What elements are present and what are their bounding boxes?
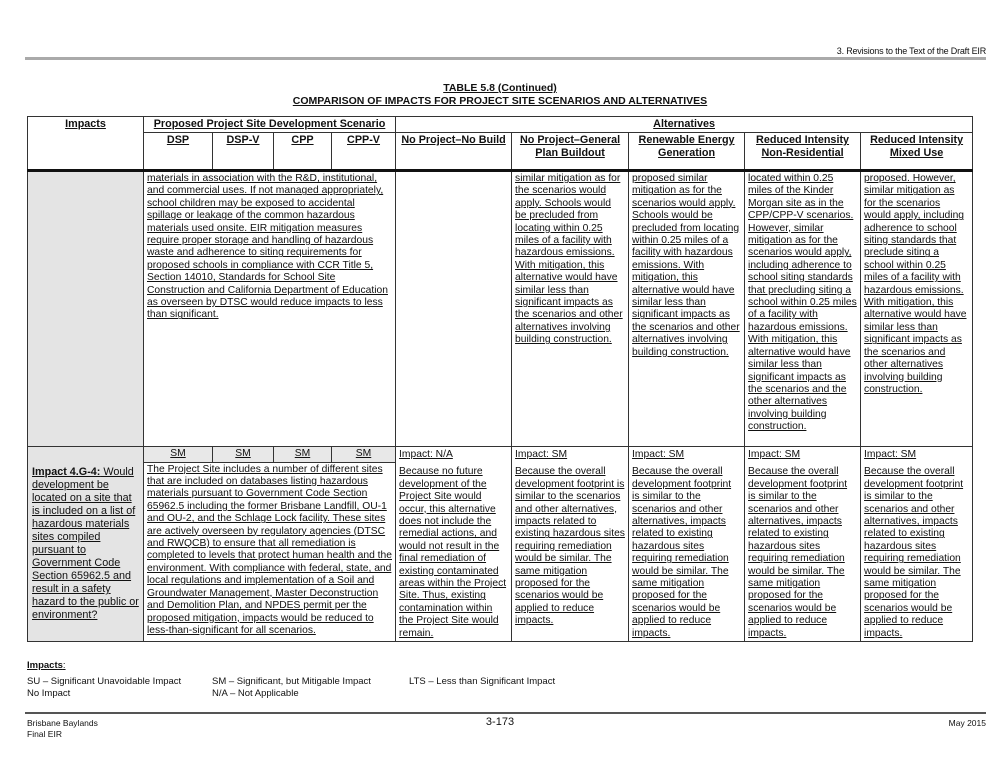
legend-row-2 (27, 688, 555, 700)
table-title-line1: TABLE 5.8 (Continued) (443, 82, 557, 94)
legend-title-text: Impacts (27, 660, 63, 671)
table-title-line2: COMPARISON OF IMPACTS FOR PROJECT SITE SCENARIOS AND ALTERNATIVES (292, 95, 708, 107)
col-header-ri-mixed (861, 133, 973, 171)
impact-question: Would development be located on a site that is included on a list of hazardous materials sites compiled pursuant to Government Code Section 65962.5 and result in a safety hazard to the public or environment? (32, 466, 139, 622)
impacts-legend (27, 660, 555, 700)
ri-mixed-text: Because the overall development footprint is similar to the scenarios and other alternatives, impacts related to existing hazardous sites requiring remediation would be similar. The same mitigation proposed for the scenarios would be applied to reduce impacts. (864, 466, 964, 639)
general-plan-text: similar mitigation as for the scenarios would apply. Schools would be precluded from locating within 0.25 miles of a facility with hazardous emissions. With mitigation, this alternative would have similar less than significant impacts as the scenarios and other alternatives involving building construction. (515, 173, 623, 346)
running-head: 3. Revisions to the Text of the Draft EIR (836, 46, 986, 56)
col-header-renewable (629, 133, 745, 171)
footer-project: Brisbane Baylands (27, 718, 98, 728)
renewable-cell-continued (629, 171, 745, 447)
no-build-cell-4g4 (396, 447, 512, 642)
impact-cell-continued (28, 171, 144, 447)
legend-lts: LTS – Less than Significant Impact (409, 676, 556, 687)
general-plan-cell-4g4 (512, 447, 629, 642)
col-header-impacts: Impacts (28, 117, 144, 171)
group-header-proposed: Proposed Project Site Development Scenario (144, 117, 396, 133)
col-header-ri-mixed-line1: Reduced Intensity (870, 134, 964, 146)
renewable-impact-rating: Impact: SM (632, 449, 685, 460)
no-build-cell-continued (396, 171, 512, 447)
col-header-general-plan-line2: Plan Buildout (535, 147, 605, 159)
col-header-ri-mixed-line2: Mixed Use (889, 147, 944, 159)
no-build-impact-rating: Impact: N/A (399, 449, 453, 460)
header-rule (25, 57, 986, 60)
col-header-no-build: No Project–No Build (396, 133, 512, 171)
col-header-general-plan-line1: No Project–General (519, 134, 621, 146)
impact-cell-4g4 (28, 447, 144, 642)
legend-su: SU – Significant Unavoidable Impact (27, 676, 182, 687)
col-header-ri-nonres (745, 133, 861, 171)
table-row-continued (28, 171, 973, 447)
table-row-ratings (28, 447, 973, 463)
no-build-text: Because no future development of the Project Site would occur, this alternative does not include the remedial actions, and would not result in the final remediation of existing contaminated areas within the Project Site. Thus, existing contamination within the Project Site would remain. (399, 466, 507, 639)
legend-na: N/A – Not Applicable (212, 688, 299, 699)
general-plan-impact-rating: Impact: SM (515, 449, 568, 460)
group-header-alternatives: Alternatives (396, 117, 973, 133)
group-header-row (28, 117, 973, 133)
rating-dsp: SM (144, 447, 213, 463)
column-header-row (28, 133, 973, 171)
rating-dsp-v: SM (213, 447, 274, 463)
footer-doc: Final EIR (27, 729, 62, 739)
ri-mixed-cell-continued (861, 171, 973, 447)
scenarios-cell-4g4 (144, 462, 396, 641)
col-header-ri-nonres-line1: Reduced Intensity (756, 134, 850, 146)
legend-title (27, 660, 555, 672)
col-header-ri-nonres-line2: Non-Residential (761, 147, 844, 159)
legend-no-impact: No Impact (27, 688, 71, 699)
footer-date: May 2015 (948, 718, 986, 728)
comparison-table (27, 116, 973, 642)
page-number: 3-173 (485, 716, 515, 728)
scenarios-text: materials in association with the R&D, institutional, and commercial uses. If not managed appropriately, school children may be exposed to accidental spillage or leakage of the common hazardous materials used onsite. EIR mitigation measures require proper storage and handling of hazardous waste and adherence to siting requirements for proposed schools in compliance with CCR Title 5, Section 14010, Standards for School Site Construction and California Department of Education as overseen by DTSC would reduce impacts to less than significant. (147, 173, 388, 321)
col-header-cpp: CPP (274, 133, 332, 171)
col-header-dsp: DSP (144, 133, 213, 171)
renewable-cell-4g4 (629, 447, 745, 642)
rating-cpp: SM (274, 447, 332, 463)
col-header-renewable-line2: Generation (658, 147, 716, 159)
table-title (0, 82, 1000, 108)
scenarios-text-4g4: The Project Site includes a number of different sites that are included on databases listing hazardous materials pursuant to Government Code Section 65962.5 including the former Brisbane Landfill, OU-1 and OU-2, and the Schlage Lock facility. These sites are actively overseen by regulatory agencies (DTSC and RWQCB) to ensure that all remediation is completed to levels that protect human health and the environment. With compliance with federal, state, and local regulations and implementation of a Soil and Groundwater Management, Master Deconstruction and Demolition Plan, and NPDES permit per the proposed mitigation, impacts would be reduced to less-than-significant for all scenarios. (147, 463, 392, 636)
legend-sm: SM – Significant, but Mitigable Impact (212, 676, 371, 687)
col-header-general-plan (512, 133, 629, 171)
general-plan-cell-continued (512, 171, 629, 447)
impact-id: Impact 4.G-4: (32, 466, 101, 479)
general-plan-text: Because the overall development footprint is similar to the scenarios and other alternatives, impacts related to existing hazardous sites requiring remediation would be similar. The same mitigation proposed for the scenarios would be applied to reduce impacts. (515, 466, 625, 627)
col-header-cpp-v: CPP-V (332, 133, 396, 171)
legend-row-1 (27, 676, 555, 688)
scenarios-cell-continued (144, 171, 396, 447)
ri-nonres-cell-continued (745, 171, 861, 447)
rating-cpp-v: SM (332, 447, 396, 463)
ri-nonres-text: located within 0.25 miles of the Kinder Morgan site as in the CPP/CPP-V scenarios. However, similar mitigation as for the scenarios would apply, including adherence to school siting standards that precluding siting a school within 0.25 miles of a facility with hazardous emissions. With mitigation, this alternative would have similar less than significant impacts as the scenarios and the other alternatives involving building construction. (748, 173, 857, 433)
ri-nonres-cell-4g4 (745, 447, 861, 642)
footer-rule (25, 712, 986, 714)
legend-title-suffix: : (62, 660, 66, 671)
ri-mixed-text: proposed. However, similar mitigation as for the scenarios would apply, including adherence to school siting standards that preclude siting a school within 0.25 miles of a facility with hazardous emissions. With mitigation, this alternative would have similar less than significant impacts as the scenarios and other alternatives involving building construction. (864, 173, 967, 395)
ri-nonres-text: Because the overall development footprint is similar to the scenarios and other alternatives, impacts related to existing hazardous sites requiring remediation would be similar. The same mitigation proposed for the scenarios would be applied to reduce impacts. (748, 466, 848, 639)
renewable-text: proposed similar mitigation as for the scenarios would apply. Schools would be precluded from locating within 0.25 miles of a facility with hazardous emissions. With mitigation, this alternative would have similar less than significant impacts as the scenarios and other alternatives involving building construction. (632, 173, 740, 358)
col-header-dsp-v: DSP-V (213, 133, 274, 171)
ri-nonres-impact-rating: Impact: SM (748, 449, 801, 460)
col-header-renewable-line1: Renewable Energy (638, 134, 735, 146)
ri-mixed-impact-rating: Impact: SM (864, 449, 917, 460)
ri-mixed-cell-4g4 (861, 447, 973, 642)
renewable-text: Because the overall development footprint is similar to the scenarios and other alternatives, impacts related to existing hazardous sites requiring remediation would be similar. The same mitigation proposed for the scenarios would be applied to reduce impacts. (632, 466, 732, 639)
